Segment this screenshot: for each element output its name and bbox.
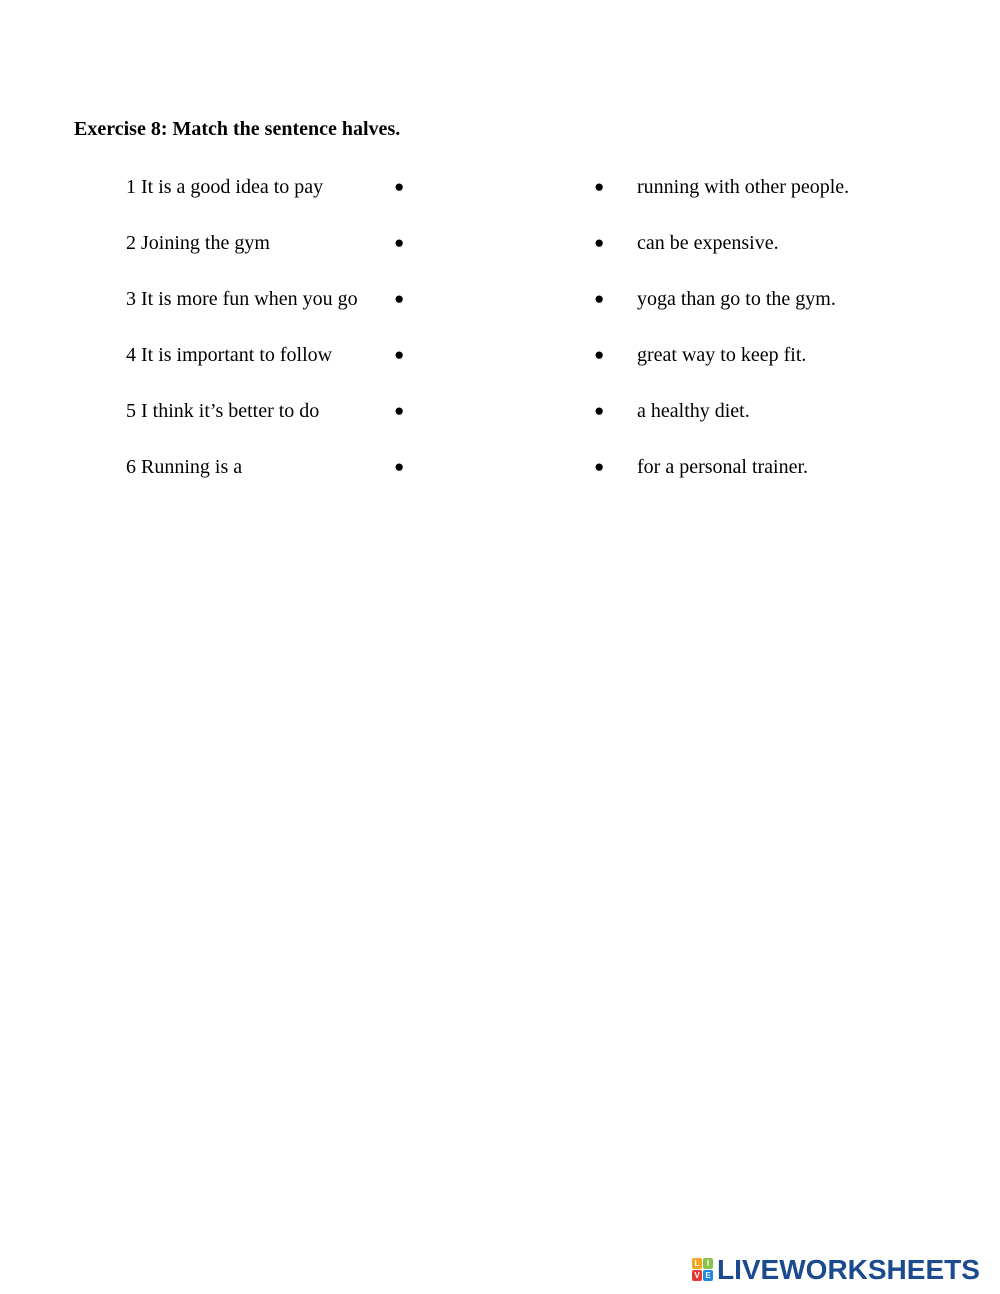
left-match-dot[interactable]: ● <box>394 289 405 308</box>
left-match-dot[interactable]: ● <box>394 345 405 364</box>
right-match-dot[interactable]: ● <box>594 177 605 196</box>
liveworksheets-logo <box>692 1254 980 1286</box>
sentence-end: a healthy diet. <box>637 400 750 422</box>
right-match-dot[interactable]: ● <box>594 457 605 476</box>
left-match-dot[interactable]: ● <box>394 177 405 196</box>
logo-mark-letter: L <box>692 1258 702 1269</box>
left-match-dot[interactable]: ● <box>394 233 405 252</box>
sentence-end: running with other people. <box>637 176 850 198</box>
right-match-dot[interactable]: ● <box>594 233 605 252</box>
logo-text: LIVEWORKSHEETS <box>717 1254 980 1285</box>
right-match-dot[interactable]: ● <box>594 289 605 308</box>
sentence-start: 3 It is more fun when you go <box>126 288 358 310</box>
match-row <box>0 229 1000 257</box>
match-row <box>0 453 1000 481</box>
logo-mark-letter: E <box>703 1270 713 1281</box>
match-row <box>0 341 1000 369</box>
logo-mark-icon <box>692 1258 714 1282</box>
sentence-end: can be expensive. <box>637 232 779 254</box>
match-row <box>0 397 1000 425</box>
sentence-start: 2 Joining the gym <box>126 232 270 254</box>
left-match-dot[interactable]: ● <box>394 457 405 476</box>
match-row <box>0 173 1000 201</box>
logo-mark-letter: V <box>692 1270 702 1281</box>
right-match-dot[interactable]: ● <box>594 401 605 420</box>
sentence-start: 6 Running is a <box>126 456 243 478</box>
match-row <box>0 285 1000 313</box>
exercise-title: Exercise 8: Match the sentence halves. <box>74 118 401 140</box>
sentence-start: 1 It is a good idea to pay <box>126 176 324 198</box>
sentence-end: yoga than go to the gym. <box>637 288 836 310</box>
right-match-dot[interactable]: ● <box>594 345 605 364</box>
sentence-end: for a personal trainer. <box>637 456 809 478</box>
sentence-end: great way to keep fit. <box>637 344 807 366</box>
left-match-dot[interactable]: ● <box>394 401 405 420</box>
logo-mark-letter: I <box>703 1258 713 1269</box>
sentence-start: 4 It is important to follow <box>126 344 333 366</box>
sentence-start: 5 I think it’s better to do <box>126 400 320 422</box>
